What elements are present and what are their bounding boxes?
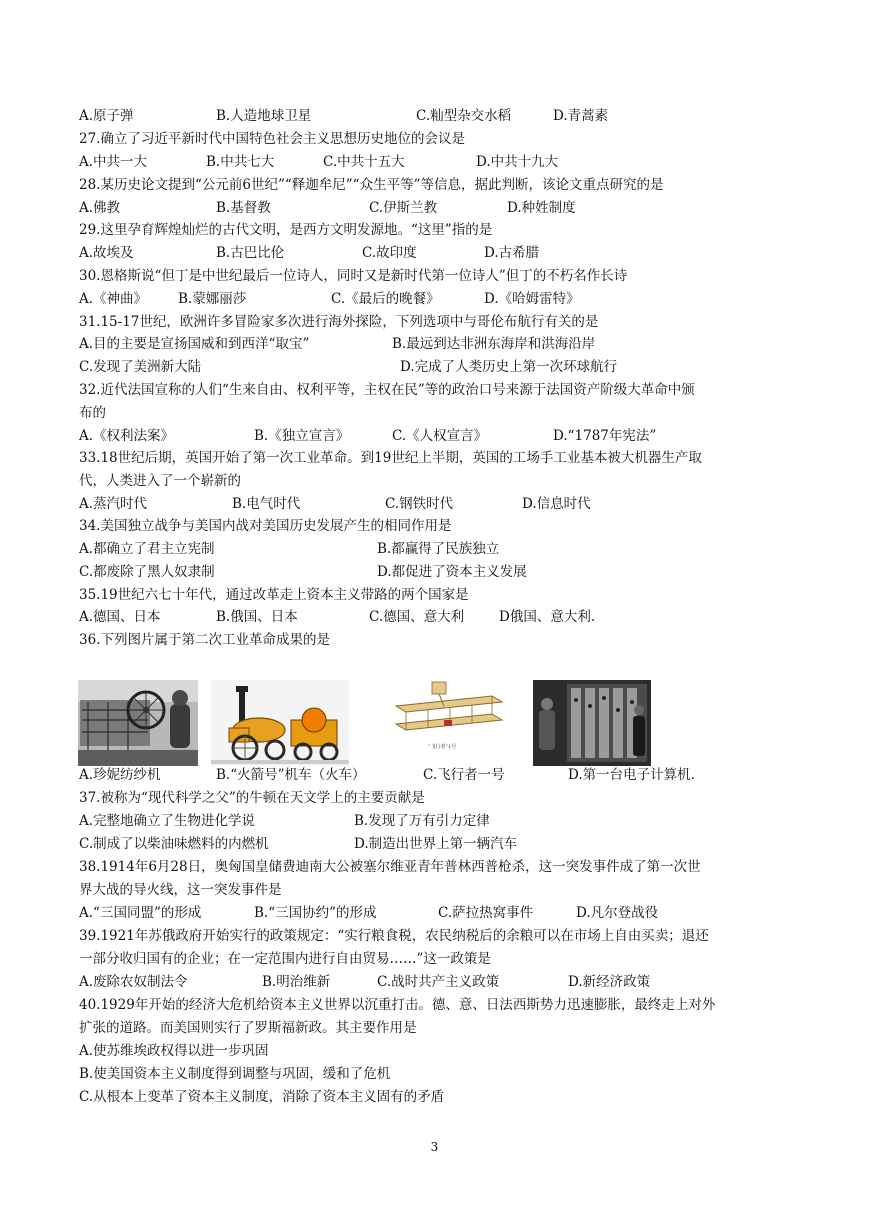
option: D俄国、意大利. <box>499 609 596 625</box>
option: D.制造出世界上第一辆汽车 <box>354 836 518 852</box>
option: B.《独立宣言》 <box>254 428 350 444</box>
option: A.故埃及 <box>79 245 134 261</box>
option: C.钢铁时代 <box>385 496 454 512</box>
option: B.“三国协约”的形成 <box>254 905 377 921</box>
question-stem-cont: 一部分收归国有的企业；在一定范围内进行自由贸易……”这一政策是 <box>79 951 491 967</box>
spinning-jenny-image <box>78 680 198 766</box>
question-stem: 31.15-17世纪，欧洲许多冒险家多次进行海外探险，下列选项中与哥伦布航行有关的是 <box>79 314 599 330</box>
option: D.古希腊 <box>484 245 540 261</box>
question-stem: 40.1929年开始的经济大危机给资本主义世界以沉重打击。德、意、日法西斯势力迅速膨胀，最终走上对外 <box>79 997 716 1013</box>
wright-flyer-image <box>392 680 506 766</box>
question-stem-cont: 代，人类进入了一个崭新的 <box>79 473 241 489</box>
option: C.德国、意大利 <box>369 609 465 625</box>
option: B.“火箭号”机车（火车） <box>216 767 366 783</box>
option: D.信息时代 <box>522 496 591 512</box>
option: B.明治维新 <box>262 974 331 990</box>
option: D.都促进了资本主义发展 <box>377 564 527 580</box>
option: B.都赢得了民族独立 <box>377 541 500 557</box>
question-stem: 29.这里孕育辉煌灿烂的古代文明，是西方文明发源地。“这里”指的是 <box>79 222 493 238</box>
option: A.珍妮纺纱机 <box>79 767 161 783</box>
option: D.完成了人类历史上第一次环球航行 <box>400 359 618 375</box>
question-stem-cont: 布的 <box>79 405 106 421</box>
question-stem: 34.美国独立战争与美国内战对美国历史发展产生的相同作用是 <box>79 518 452 534</box>
option: B.中共七大 <box>206 154 275 170</box>
option: D.“1787年宪法” <box>553 428 657 444</box>
question-stem: 28.某历史论文提到“公元前6世纪”“释迦牟尼”“众生平等”等信息，据此判断，该论文重点研究的是 <box>79 177 664 193</box>
option: B.基督教 <box>216 200 271 216</box>
option: C.从根本上变革了资本主义制度，消除了资本主义固有的矛盾 <box>79 1089 445 1105</box>
question-stem-cont: 扩张的道路。而美国则实行了罗斯福新政。其主要作用是 <box>79 1020 417 1036</box>
option: D.《哈姆雷特》 <box>484 291 580 307</box>
page-number: 3 <box>430 1140 439 1154</box>
question-stem: 32.近代法国宣称的人们“生来自由、权利平等，主权在民”等的政治口号来源于法国资产阶级大革命中颁 <box>79 382 695 398</box>
option: B.古巴比伦 <box>216 245 285 261</box>
option: A.佛教 <box>79 200 121 216</box>
option: C.籼型杂交水稻 <box>416 108 512 124</box>
option: C.战时共产主义政策 <box>377 974 500 990</box>
option: C.中共十五大 <box>323 154 405 170</box>
option: B.使美国资本主义制度得到调整与巩固，缓和了危机 <box>79 1066 391 1082</box>
option: A.中共一大 <box>79 154 148 170</box>
question-stem: 37.被称为“现代科学之父”的牛顿在天文学上的主要贡献是 <box>79 790 425 806</box>
option: D.青蒿素 <box>553 108 609 124</box>
option: A.德国、日本 <box>79 609 161 625</box>
option: C.发现了美洲新大陆 <box>79 359 202 375</box>
question-stem: 39.1921年苏俄政府开始实行的政策规定：“实行粮食税，农民纳税后的余粮可以在市场上自由买卖；退还 <box>79 928 709 944</box>
question-stem-cont: 界大战的导火线，这一突发事件是 <box>79 882 282 898</box>
question-stem: 33.18世纪后期，英国开始了第一次工业革命。到19世纪上半期，英国的工场手工业基本被大机器生产取 <box>79 450 702 466</box>
option: A.原子弹 <box>79 108 134 124</box>
option: D.种姓制度 <box>507 200 576 216</box>
option: C.故印度 <box>362 245 417 261</box>
option: D.第一台电子计算机. <box>568 767 695 783</box>
option: A.《权利法案》 <box>79 428 175 444</box>
option: A.“三国同盟”的形成 <box>79 905 202 921</box>
option: B.人造地球卫星 <box>216 108 312 124</box>
option: D.中共十九大 <box>476 154 559 170</box>
question-stem: 27.确立了习近平新时代中国特色社会主义思想历史地位的会议是 <box>79 131 465 147</box>
option: C.伊斯兰教 <box>369 200 438 216</box>
option: A.蒸汽时代 <box>79 496 148 512</box>
eniac-image <box>533 680 651 766</box>
option: C.《最后的晚餐》 <box>331 291 440 307</box>
option: C.都废除了黑人奴隶制 <box>79 564 215 580</box>
option: C.萨拉热窝事件 <box>438 905 534 921</box>
plane-caption: “飞行者”1号 <box>428 744 457 750</box>
option: A.目的主要是宣扬国威和到西洋“取宝” <box>79 336 310 352</box>
option: B.电气时代 <box>232 496 301 512</box>
question-stem: 36.下列图片属于第二次工业革命成果的是 <box>79 632 330 648</box>
option: C.飞行者一号 <box>423 767 505 783</box>
option: D.凡尔登战役 <box>576 905 659 921</box>
option: B.蒙娜丽莎 <box>178 291 247 307</box>
option: A.废除农奴制法令 <box>79 974 188 990</box>
option: A.完整地确立了生物进化学说 <box>79 813 256 829</box>
option: A.使苏维埃政权得以进一步巩固 <box>79 1043 269 1059</box>
option: C.制成了以柴油味燃料的内燃机 <box>79 836 269 852</box>
question-stem: 30.恩格斯说“但丁是中世纪最后一位诗人，同时又是新时代第一位诗人”但丁的不朽名作长诗 <box>79 268 628 284</box>
option: A.都确立了君主立宪制 <box>79 541 215 557</box>
option: B.最远到达非洲东海岸和洪海沿岸 <box>392 336 596 352</box>
rocket-locomotive-image <box>211 680 349 766</box>
q36-pictures <box>0 680 869 766</box>
option: D.新经济政策 <box>568 974 651 990</box>
question-stem: 35.19世纪六七十年代，通过改革走上资本主义带路的两个国家是 <box>79 587 469 603</box>
option: C.《人权宣言》 <box>392 428 488 444</box>
option: B.发现了万有引力定律 <box>354 813 490 829</box>
option: B.俄国、日本 <box>216 609 298 625</box>
question-stem: 38.1914年6月28日，奥匈国皇储费迪南大公被塞尔维亚青年普林西普枪杀，这一突发事件成了第一次世 <box>79 859 701 875</box>
option: A.《神曲》 <box>79 291 148 307</box>
